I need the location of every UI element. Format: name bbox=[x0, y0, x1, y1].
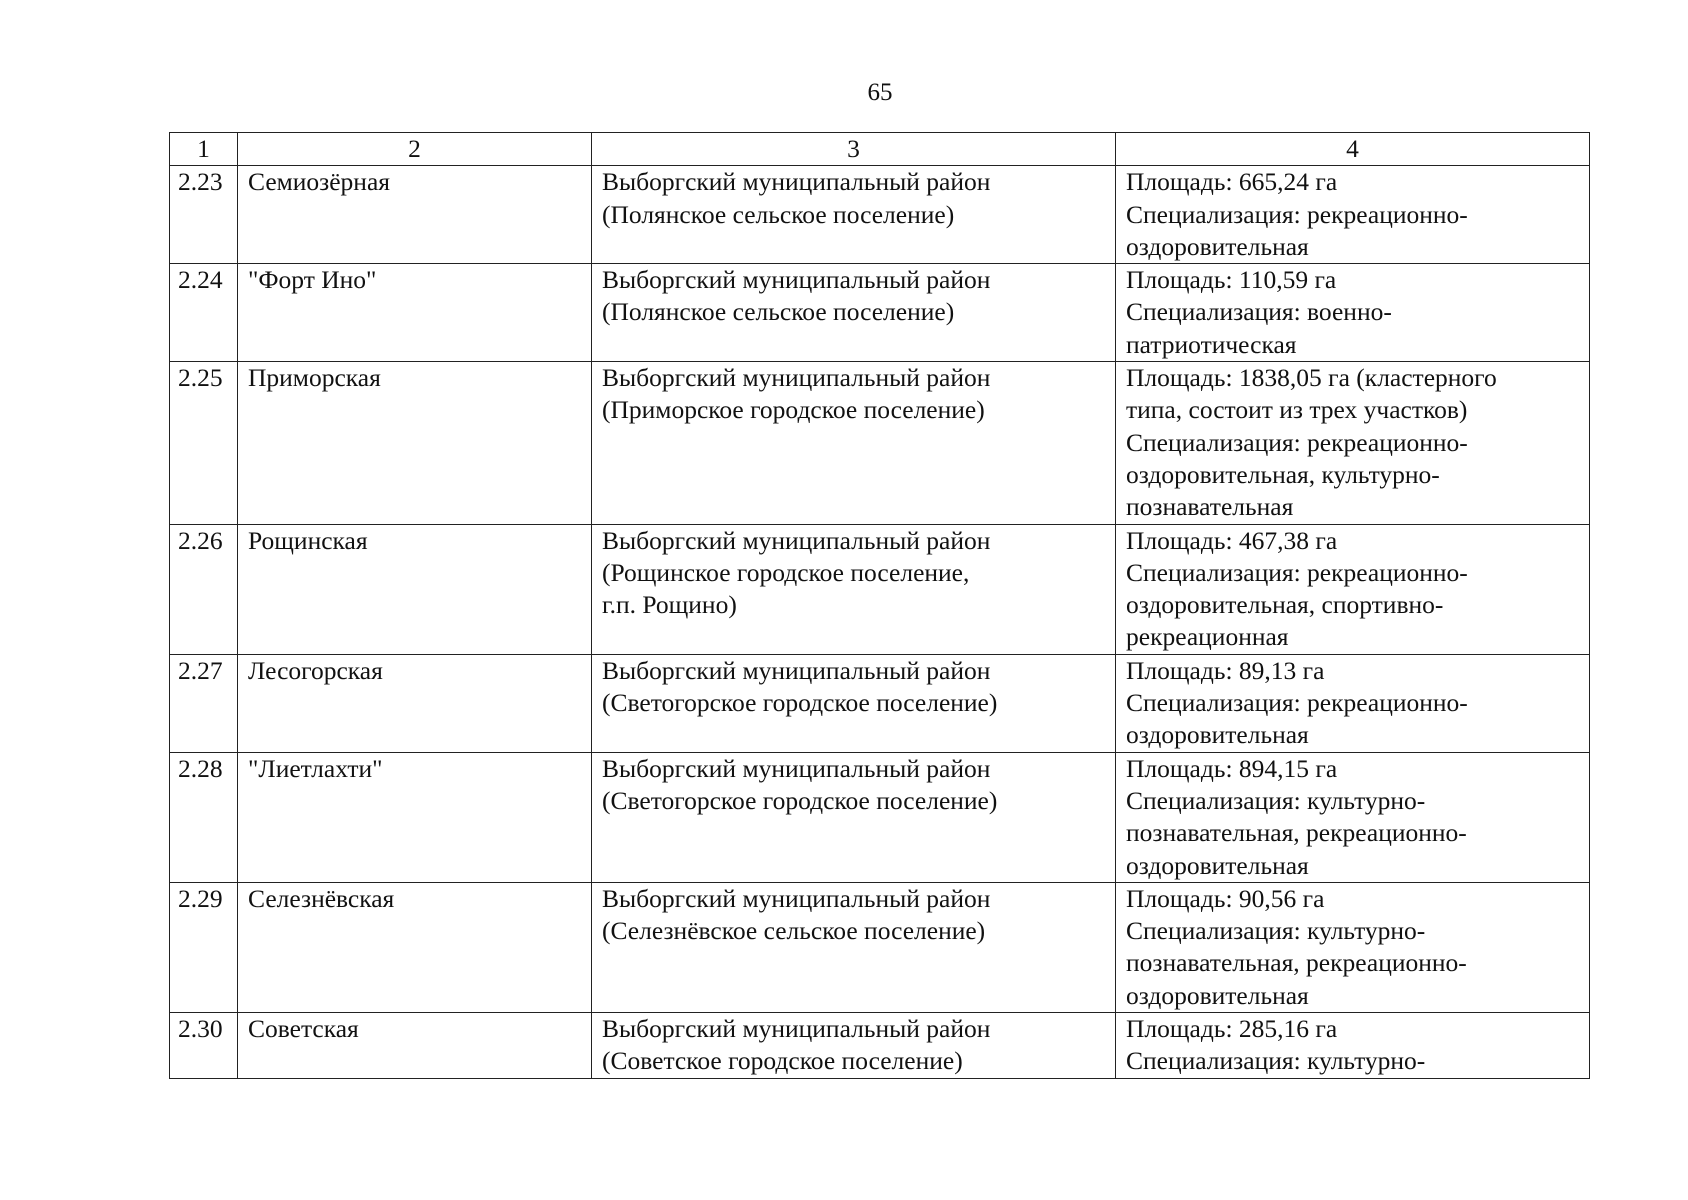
description-line: оздоровительная bbox=[1126, 720, 1309, 750]
location-line: Выборгский муниципальный район bbox=[602, 753, 991, 783]
description-line: Специализация: культурно- bbox=[1126, 916, 1426, 946]
cell-number: 2.24 bbox=[170, 264, 238, 362]
location-line: Выборгский муниципальный район bbox=[602, 655, 991, 685]
cell-location bbox=[592, 264, 1116, 362]
description-line: оздоровительная bbox=[1126, 231, 1309, 261]
table-header-row bbox=[170, 133, 1590, 166]
table-row bbox=[170, 752, 1590, 882]
cell-number: 2.25 bbox=[170, 362, 238, 524]
description-line: Площадь: 89,13 га bbox=[1126, 655, 1325, 685]
table-body bbox=[170, 166, 1590, 1078]
table-row bbox=[170, 362, 1590, 524]
description-line: Специализация: военно- bbox=[1126, 297, 1392, 327]
table-row bbox=[170, 524, 1590, 654]
location-line: (Светогорское городское поселение) bbox=[602, 785, 998, 815]
description-line: Специализация: культурно- bbox=[1126, 1046, 1426, 1076]
table-row bbox=[170, 1013, 1590, 1079]
cell-description bbox=[1116, 654, 1590, 752]
cell-description bbox=[1116, 1013, 1590, 1079]
location-line: (Полянское сельское поселение) bbox=[602, 297, 955, 327]
cell-number: 2.27 bbox=[170, 654, 238, 752]
table-row bbox=[170, 654, 1590, 752]
cell-description bbox=[1116, 752, 1590, 882]
location-line: Выборгский муниципальный район bbox=[602, 525, 991, 555]
description-line: познавательная, рекреационно- bbox=[1126, 948, 1467, 978]
column-header-number: 1 bbox=[170, 133, 238, 166]
description-line: Площадь: 467,38 га bbox=[1126, 525, 1338, 555]
description-line: познавательная, рекреационно- bbox=[1126, 818, 1467, 848]
location-line: Выборгский муниципальный район bbox=[602, 883, 991, 913]
cell-name: Приморская bbox=[238, 362, 592, 524]
description-line: патриотическая bbox=[1126, 329, 1297, 359]
location-line: Выборгский муниципальный район bbox=[602, 1014, 991, 1044]
description-line: Площадь: 1838,05 га (кластерного bbox=[1126, 363, 1497, 393]
description-line: Специализация: рекреационно- bbox=[1126, 557, 1468, 587]
cell-number: 2.26 bbox=[170, 524, 238, 654]
description-line: оздоровительная, спортивно- bbox=[1126, 590, 1444, 620]
cell-description bbox=[1116, 362, 1590, 524]
description-line: Специализация: культурно- bbox=[1126, 785, 1426, 815]
cell-name: "Форт Ино" bbox=[238, 264, 592, 362]
description-line: Площадь: 285,16 га bbox=[1126, 1014, 1338, 1044]
cell-location bbox=[592, 1013, 1116, 1079]
cell-location bbox=[592, 882, 1116, 1012]
cell-name: Рощинская bbox=[238, 524, 592, 654]
location-line: (Селезнёвское сельское поселение) bbox=[602, 916, 986, 946]
description-line: оздоровительная bbox=[1126, 980, 1309, 1010]
cell-location bbox=[592, 752, 1116, 882]
description-line: типа, состоит из трех участков) bbox=[1126, 395, 1468, 425]
cell-description bbox=[1116, 264, 1590, 362]
cell-description bbox=[1116, 882, 1590, 1012]
cell-name: Лесогорская bbox=[238, 654, 592, 752]
location-line: Выборгский муниципальный район bbox=[602, 265, 991, 295]
column-header-location: 3 bbox=[592, 133, 1116, 166]
description-line: Специализация: рекреационно- bbox=[1126, 688, 1468, 718]
cell-name: "Лиетлахти" bbox=[238, 752, 592, 882]
description-line: Площадь: 894,15 га bbox=[1126, 753, 1338, 783]
column-header-description: 4 bbox=[1116, 133, 1590, 166]
description-line: оздоровительная, культурно- bbox=[1126, 459, 1440, 489]
cell-number: 2.28 bbox=[170, 752, 238, 882]
cell-number: 2.23 bbox=[170, 166, 238, 264]
description-line: Специализация: рекреационно- bbox=[1126, 199, 1468, 229]
cell-location bbox=[592, 166, 1116, 264]
table-row bbox=[170, 882, 1590, 1012]
cell-number: 2.29 bbox=[170, 882, 238, 1012]
cell-location bbox=[592, 362, 1116, 524]
table-row bbox=[170, 264, 1590, 362]
cell-description bbox=[1116, 166, 1590, 264]
table-row bbox=[170, 166, 1590, 264]
cell-number: 2.30 bbox=[170, 1013, 238, 1079]
location-line: (Полянское сельское поселение) bbox=[602, 199, 955, 229]
location-line: (Светогорское городское поселение) bbox=[602, 688, 998, 718]
location-line: Выборгский муниципальный район bbox=[602, 167, 991, 197]
location-line: г.п. Рощино) bbox=[602, 590, 737, 620]
cell-location bbox=[592, 654, 1116, 752]
description-line: Площадь: 665,24 га bbox=[1126, 167, 1338, 197]
location-line: Выборгский муниципальный район bbox=[602, 363, 991, 393]
description-line: Площадь: 110,59 га bbox=[1126, 265, 1337, 295]
cell-location bbox=[592, 524, 1116, 654]
cell-name: Семиозёрная bbox=[238, 166, 592, 264]
zones-table bbox=[169, 132, 1590, 1079]
location-line: (Советское городское поселение) bbox=[602, 1046, 963, 1076]
description-line: Специализация: рекреационно- bbox=[1126, 427, 1468, 457]
description-line: познавательная bbox=[1126, 492, 1294, 522]
column-header-name: 2 bbox=[238, 133, 592, 166]
description-line: Площадь: 90,56 га bbox=[1126, 883, 1325, 913]
location-line: (Приморское городское поселение) bbox=[602, 395, 985, 425]
description-line: рекреационная bbox=[1126, 622, 1289, 652]
page-number: 65 bbox=[867, 79, 893, 106]
location-line: (Рощинское городское поселение, bbox=[602, 557, 970, 587]
cell-name: Селезнёвская bbox=[238, 882, 592, 1012]
description-line: оздоровительная bbox=[1126, 850, 1309, 880]
cell-description bbox=[1116, 524, 1590, 654]
cell-name: Советская bbox=[238, 1013, 592, 1079]
